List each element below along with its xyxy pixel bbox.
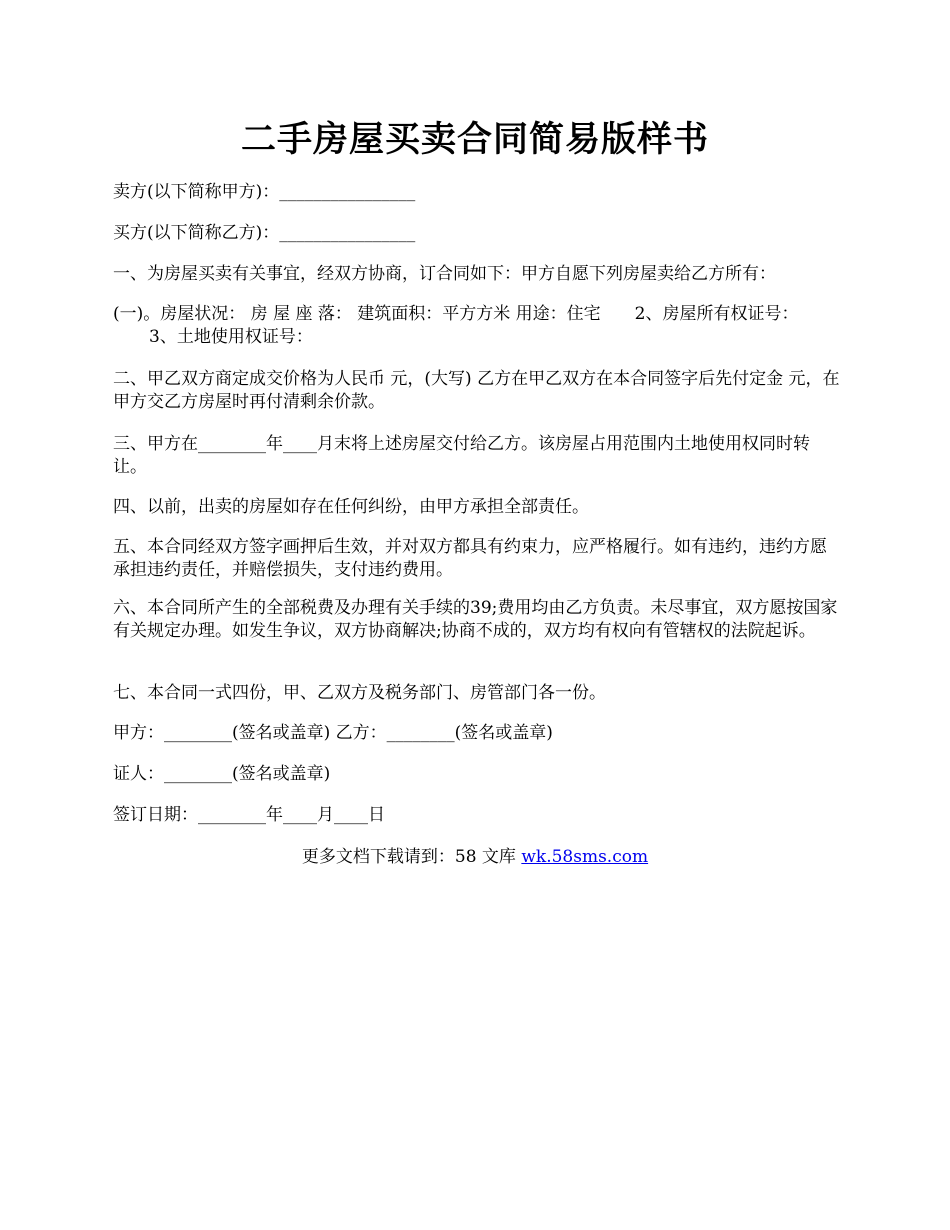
signature-parties: 甲方：________(签名或盖章) 乙方：________(签名或盖章) <box>113 723 553 743</box>
footer-link[interactable]: wk.58sms.com <box>521 847 649 867</box>
clause-1: 一、为房屋买卖有关事宜，经双方协商，订合同如下：甲方自愿下列房屋卖给乙方所有： <box>113 264 776 284</box>
clause-6: 六、本合同所产生的全部税费及办理有关手续的39;费用均由乙方负责。未尽事宜，双方愿按国家有关规定办理。如发生争议，双方协商解决;协商不成的，双方均有权向有管辖权的法院起诉。 <box>113 598 838 641</box>
signature-witness: 证人：________(签名或盖章) <box>113 764 331 784</box>
buyer-line: 买方(以下简称乙方)：________________ <box>113 223 416 243</box>
footer <box>0 846 950 869</box>
seller-line: 卖方(以下简称甲方)：________________ <box>113 182 416 202</box>
clause-1-sub <box>113 303 843 349</box>
sign-date: 签订日期：________年____月____日 <box>113 805 385 825</box>
clause-4: 四、以前，出卖的房屋如存在任何纠纷，由甲方承担全部责任。 <box>113 497 589 517</box>
clause-5: 五、本合同经双方签字画押后生效，并对双方都具有约束力，应严格履行。如有违约，违约方愿承担违约责任，并赔偿损失，支付违约费用。 <box>113 537 827 580</box>
document-title: 二手房屋买卖合同简易版样书 <box>240 119 709 160</box>
footer-text: 更多文档下载请到：58 文库 <box>301 847 522 867</box>
clause-3: 三、甲方在________年____月末将上述房屋交付给乙方。该房屋占用范围内土地使用权同时转让。 <box>113 434 810 477</box>
clause-1-sub-line2: 3、土地使用权证号： <box>149 327 313 347</box>
clause-2: 二、甲乙双方商定成交价格为人民币 元，(大写) 乙方在甲乙双方在本合同签字后先付定金 元，在甲方交乙方房屋时再付清剩余价款。 <box>113 369 840 412</box>
clause-7: 七、本合同一式四份，甲、乙双方及税务部门、房管部门各一份。 <box>113 683 606 703</box>
clause-1-sub-line1: (一)。房屋状况： 房 屋 座 落： 建筑面积：平方方米 用途：住宅 2、房屋所有权证号： <box>113 304 799 324</box>
